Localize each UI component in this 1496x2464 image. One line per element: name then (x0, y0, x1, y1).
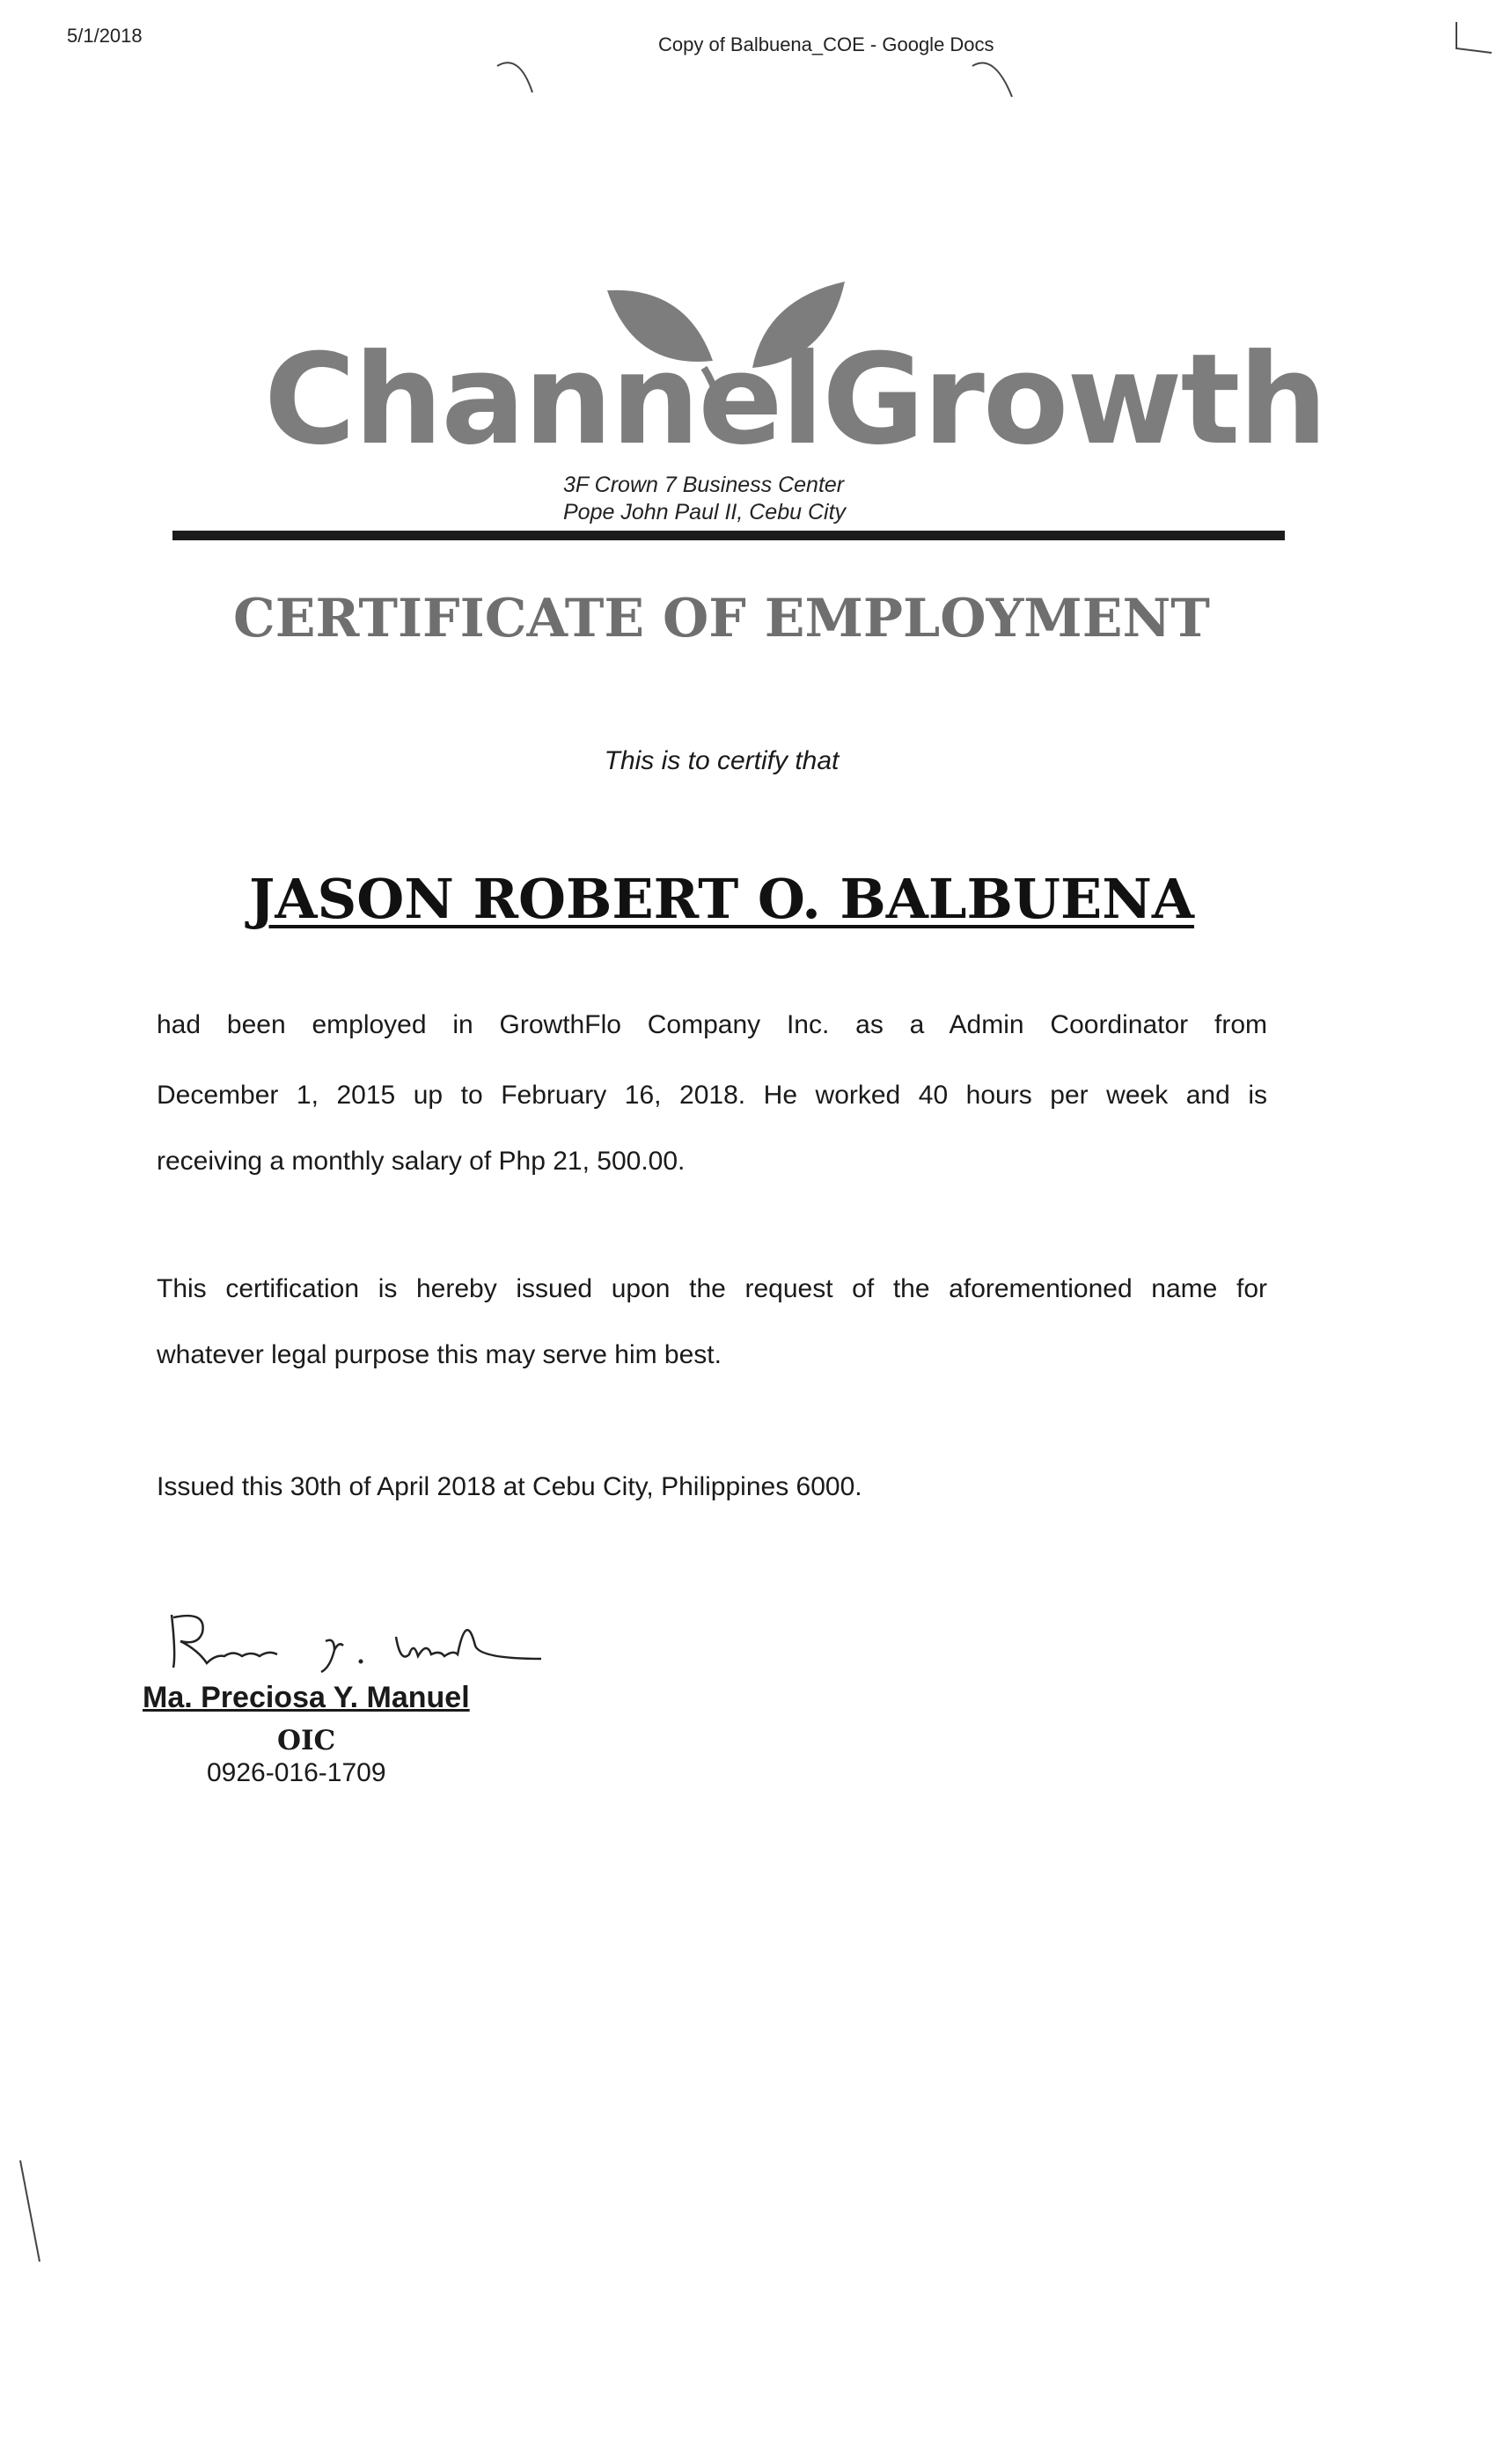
signatory-phone: 0926-016-1709 (207, 1758, 386, 1787)
employee-name: JASON ROBERT O. BALBUENA (249, 867, 1194, 931)
scan-mark-icon (493, 53, 546, 106)
company-address-line1: 3F Crown 7 Business Center (563, 473, 845, 497)
handwritten-signature (154, 1602, 559, 1681)
print-doc-title: Copy of Balbuena_COE - Google Docs (658, 33, 994, 55)
signatory-title: OIC (277, 1725, 336, 1756)
body-line-2: December 1, 2015 up to February 16, 2018. He worked 40 hours per week and is (157, 1081, 1267, 1110)
issued-statement: Issued this 30th of April 2018 at Cebu City, Philippines 6000. (157, 1472, 862, 1501)
signatory-name: Ma. Preciosa Y. Manuel (143, 1681, 470, 1714)
company-address-line2: Pope John Paul II, Cebu City (563, 500, 847, 524)
scan-mark-icon (968, 53, 1021, 106)
body-line-3: receiving a monthly salary of Php 21, 500.00. (157, 1147, 686, 1176)
purpose-line-2: whatever legal purpose this may serve him best. (157, 1340, 722, 1369)
corner-fold-icon (1452, 18, 1496, 62)
print-date: 5/1/2018 (67, 25, 143, 47)
body-line-1: had been employed in GrowthFlo Company Inc. as a Admin Coordinator from (157, 1010, 1267, 1039)
certify-intro: This is to certify that (604, 746, 840, 775)
logo-wordmark: ChannelGrowth (264, 327, 1326, 473)
certificate-title: CERTIFICATE OF EMPLOYMENT (233, 588, 1210, 649)
header-divider (172, 531, 1285, 540)
company-logo (264, 264, 1326, 475)
scan-mark-icon (13, 2156, 66, 2270)
purpose-line-1: This certification is hereby issued upon the request of the aforementioned name for (157, 1274, 1267, 1303)
